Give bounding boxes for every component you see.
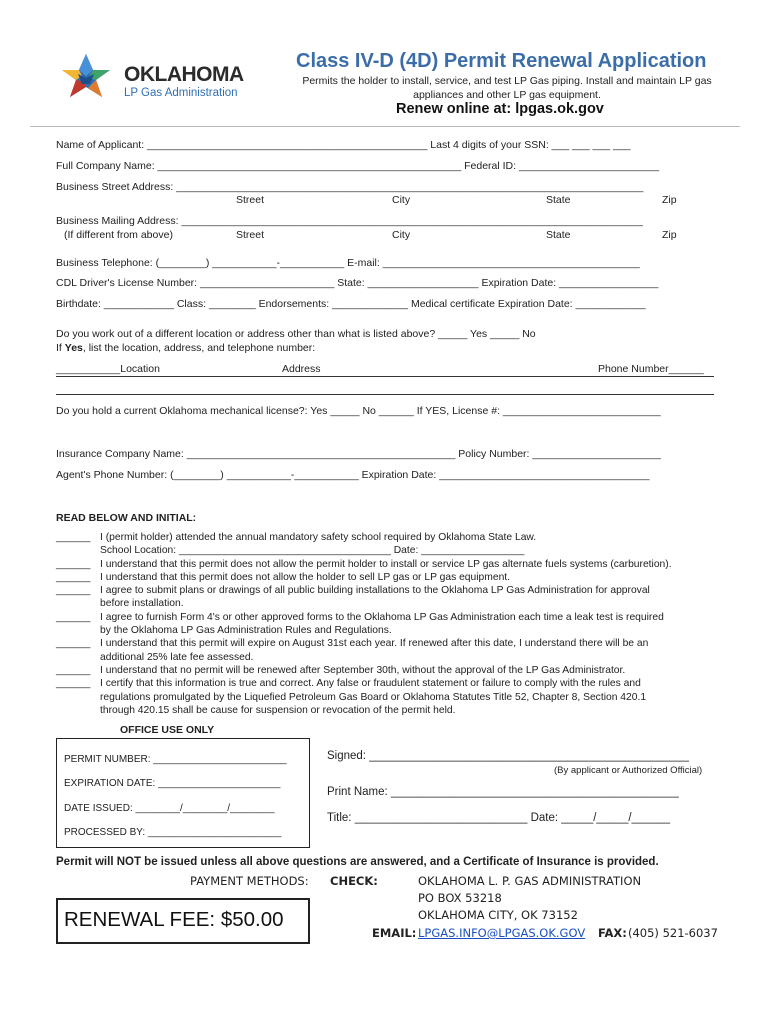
- signed-field[interactable]: Signed: __________________________________________________: [327, 750, 689, 762]
- print-name-field[interactable]: Print Name: _____________________________________________: [327, 786, 679, 798]
- initial-blank[interactable]: ______: [56, 664, 91, 676]
- renewal-fee-text: RENEWAL FEE: $50.00: [64, 908, 284, 931]
- applicant-field[interactable]: Name of Applicant: ________________________________________________ Last 4 digits of your SSN: ___ ___ ___ ___: [56, 139, 631, 151]
- instruction-item: [56, 677, 726, 717]
- initial-blank[interactable]: ______: [56, 638, 91, 650]
- instruction-line: additional 25% late fee assessed.: [100, 651, 254, 663]
- location-question[interactable]: Do you work out of a different location or address other than what is listed above? _____ Yes _____ No: [56, 328, 536, 340]
- logo-subtitle: LP Gas Administration: [124, 87, 238, 99]
- instructions-heading: READ BELOW AND INITIAL:: [56, 512, 197, 524]
- city-state-zip: OKLAHOMA CITY, OK 73152: [418, 908, 578, 922]
- instruction-item: [56, 664, 726, 677]
- instruction-line: before installation.: [100, 598, 184, 610]
- logo-name: OKLAHOMA: [124, 63, 244, 86]
- street-label-2: Street: [236, 229, 265, 241]
- po-box: PO BOX 53218: [418, 891, 502, 905]
- instruction-item: [56, 558, 726, 571]
- initial-blank[interactable]: ______: [56, 571, 91, 583]
- agent-phone-field[interactable]: Agent's Phone Number: (________) ___________-___________ Expiration Date: ____________________________________: [56, 469, 650, 481]
- city-label-2: City: [392, 229, 411, 241]
- initial-blank[interactable]: ______: [56, 678, 91, 690]
- signed-note: (By applicant or Authorized Official): [554, 765, 703, 776]
- address-label: Address: [282, 363, 321, 375]
- instruction-line: I (permit holder) attended the annual mandatory safety school required by Oklahoma State Law.: [100, 532, 537, 543]
- instruction-line: School Location: _____________________________________ Date: __________________: [100, 545, 525, 557]
- page-subtitle: Permits the holder to install, service, and test LP Gas piping. Install and maintain LP gas appliances and other LP gas equipment.: [302, 75, 712, 101]
- instruction-line: I agree to furnish Form 4's or other approved forms to the Oklahoma LP Gas Administration each time a leak test is required: [100, 611, 664, 623]
- mailing-address-field[interactable]: Business Mailing Address: _______________________________________________________________________________: [56, 215, 643, 227]
- phone-number-label: Phone Number______: [598, 363, 704, 375]
- instruction-item: [56, 531, 726, 558]
- instruction-item: [56, 611, 726, 638]
- date-issued-field[interactable]: DATE ISSUED: ________/________/________: [64, 803, 275, 814]
- instruction-line: I understand that this permit does not allow the holder to sell LP gas or LP gas equipment.: [100, 571, 511, 583]
- instruction-item: [56, 571, 726, 584]
- instruction-item: [56, 637, 726, 664]
- title-date-field[interactable]: Title: ___________________________ Date: _____/_____/______: [327, 812, 670, 824]
- instruction-line: I understand that this permit will expire on August 31st each year. If renewed after this date, I understand there will be an: [100, 638, 649, 650]
- mechanical-license-field[interactable]: Do you hold a current Oklahoma mechanical license?: Yes _____ No ______ If YES, License #: ___________________________: [56, 405, 661, 417]
- email-link[interactable]: LPGAS.INFO@LPGAS.OK.GOV: [418, 926, 586, 940]
- instruction-line: through 420.15 shall be cause for suspension or revocation of the permit held.: [100, 704, 456, 716]
- insurance-field[interactable]: Insurance Company Name: ______________________________________________ Policy Number: ______________________: [56, 448, 661, 460]
- company-field[interactable]: Full Company Name: ____________________________________________________ Federal ID: ________________________: [56, 160, 660, 172]
- instructions-list: [56, 531, 726, 717]
- renew-online-text: Renew online at: lpgas.ok.gov: [396, 101, 604, 117]
- location-line-1[interactable]: [56, 376, 714, 377]
- email-label: EMAIL:: [372, 926, 417, 940]
- birthdate-field[interactable]: Birthdate: ____________ Class: ________ Endorsements: _____________ Medical certificate Expiration Date: ____________: [56, 298, 646, 310]
- instruction-line: regulations promulgated by the Liquefied Petroleum Gas Board or Oklahoma Statutes Title 52, Chapter 8, Section 420.1: [100, 691, 647, 703]
- expiration-date-field[interactable]: EXPIRATION DATE: ______________________: [64, 778, 281, 789]
- city-label: City: [392, 194, 411, 206]
- office-use-heading: OFFICE USE ONLY: [120, 724, 215, 736]
- initial-blank[interactable]: ______: [56, 558, 91, 570]
- check-label: CHECK:: [330, 874, 378, 888]
- instruction-line: I certify that this information is true and correct. Any false or fraudulent statement or failure to comply with the rules and: [100, 678, 641, 690]
- location-label: ___________Location: [56, 363, 160, 375]
- permit-number-field[interactable]: PERMIT NUMBER: ________________________: [64, 754, 287, 765]
- state-label: State: [546, 194, 571, 206]
- zip-label: Zip: [662, 194, 677, 206]
- cdl-field[interactable]: CDL Driver's License Number: _______________________ State: ___________________ Expiration Date: _________________: [56, 277, 659, 289]
- notice-text: Permit will NOT be issued unless all above questions are answered, and a Certificate of Insurance is provided.: [56, 856, 659, 868]
- instruction-line: I understand that this permit does not allow the permit holder to install or service LP gas alternate fuels systems (carburetion).: [100, 558, 672, 570]
- instruction-item: [56, 584, 726, 611]
- location-instruction: If Yes, list the location, address, and telephone number:: [56, 342, 316, 354]
- header-divider: [30, 126, 740, 127]
- state-star-icon: [62, 54, 110, 97]
- fax-label: FAX:: [598, 926, 627, 940]
- page-title: Class IV-D (4D) Permit Renewal Application: [296, 50, 707, 72]
- instruction-line: I understand that no permit will be renewed after September 30th, without the approval of the LP Gas Administrator.: [100, 664, 626, 676]
- street-address-field[interactable]: Business Street Address: ________________________________________________________________________________: [56, 181, 644, 193]
- state-label-2: State: [546, 229, 571, 241]
- initial-blank[interactable]: ______: [56, 585, 91, 597]
- fax-number: (405) 521-6037: [628, 926, 718, 940]
- initial-blank[interactable]: ______: [56, 532, 91, 543]
- zip-label-2: Zip: [662, 229, 677, 241]
- initial-blank[interactable]: ______: [56, 611, 91, 623]
- instruction-line: I agree to submit plans or drawings of all public building installations to the Oklahoma LP Gas Administration for approval: [100, 585, 650, 597]
- payment-methods-label: PAYMENT METHODS:: [190, 874, 309, 888]
- processed-by-field[interactable]: PROCESSED BY: ________________________: [64, 827, 282, 838]
- org-name: OKLAHOMA L. P. GAS ADMINISTRATION: [418, 874, 642, 888]
- instruction-line: by the Oklahoma LP Gas Administration Rules and Regulations.: [100, 625, 392, 637]
- location-line-2[interactable]: [56, 394, 714, 395]
- telephone-field[interactable]: Business Telephone: (________) ___________-___________ E-mail: ____________________________________________: [56, 257, 640, 269]
- street-label: Street: [236, 194, 265, 206]
- mailing-note: (If different from above): [64, 229, 173, 241]
